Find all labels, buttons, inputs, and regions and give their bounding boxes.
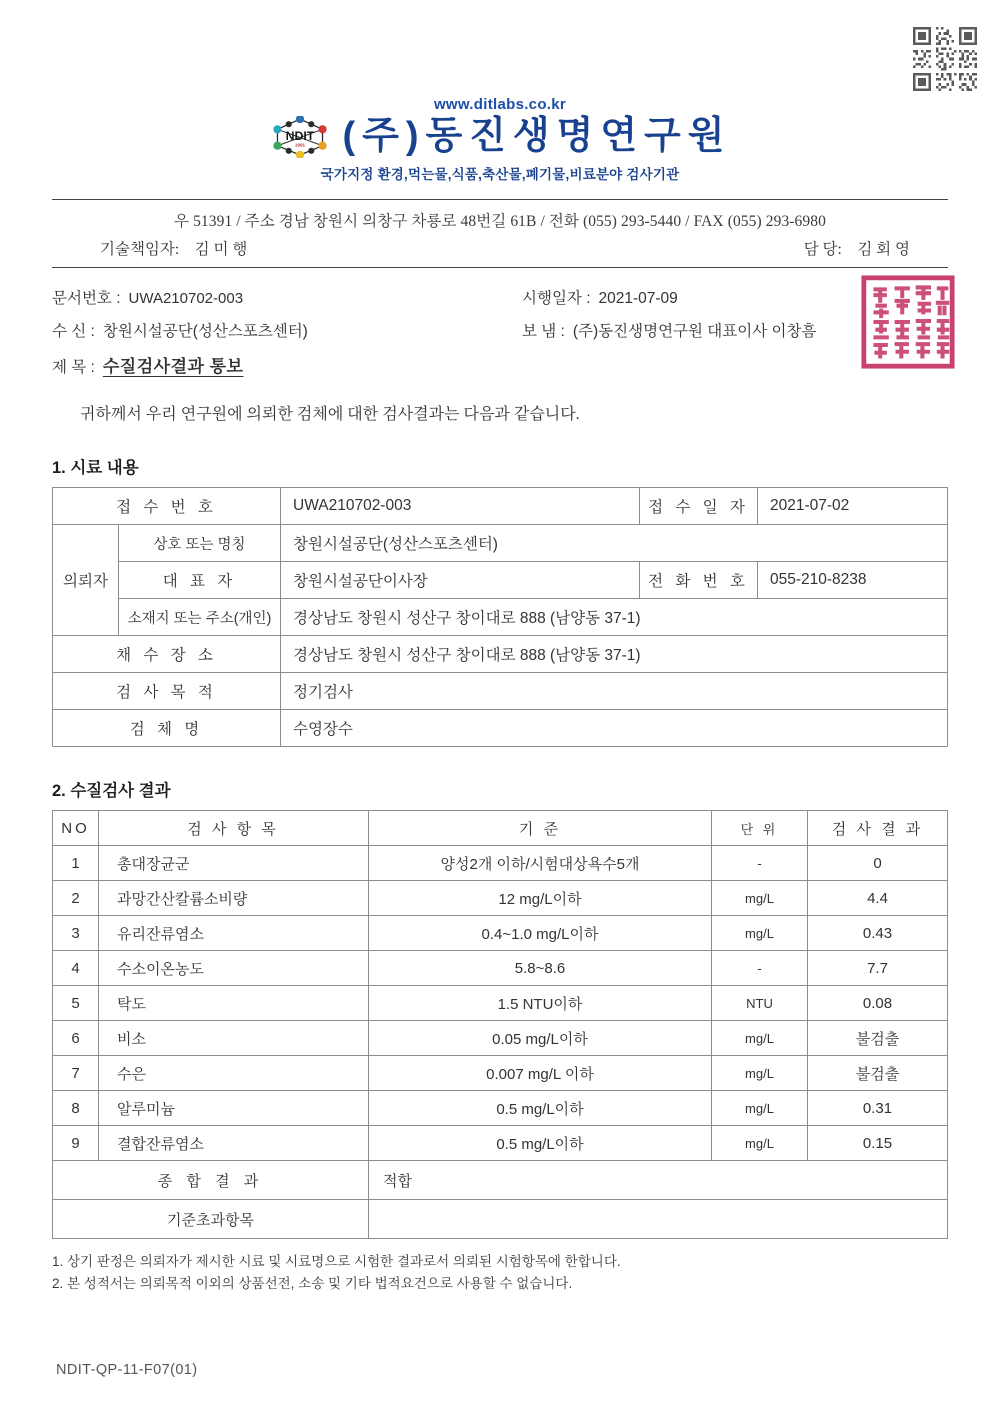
footnote-1: 1. 상기 판정은 의뢰자가 제시한 시료 및 시료명으로 시험한 결과로서 의뢰된 시험항목에 한합니다. (52, 1254, 621, 1269)
logo-text: NDIT (285, 129, 314, 144)
result-value: 0.08 (808, 986, 948, 1021)
result-unit: mg/L (712, 881, 808, 916)
result-no: 3 (53, 916, 99, 951)
result-value: 0.31 (808, 1091, 948, 1126)
result-item: 알루미늄 (99, 1091, 369, 1126)
address-box (52, 199, 948, 268)
purpose-label: 검 사 목 적 (53, 673, 281, 710)
issue-date-value: 2021-07-09 (598, 290, 678, 307)
sampling-place-value: 경상남도 창원시 성산구 창이대로 888 (남양동 37-1) (281, 636, 948, 673)
recipient (52, 319, 522, 341)
result-value: 0.43 (808, 916, 948, 951)
result-item: 총대장균군 (99, 846, 369, 881)
sample-name-label: 검 체 명 (53, 710, 281, 747)
tech-manager (100, 237, 247, 259)
col-item: 검 사 항 목 (99, 811, 369, 846)
result-unit: NTU (712, 986, 808, 1021)
purpose-value: 정기검사 (281, 673, 948, 710)
result-item: 비소 (99, 1021, 369, 1056)
receipt-date-value: 2021-07-02 (758, 488, 948, 525)
result-unit: mg/L (712, 1091, 808, 1126)
table-row (53, 1021, 948, 1056)
result-no: 5 (53, 986, 99, 1021)
result-item: 과망간산칼륨소비량 (99, 881, 369, 916)
table-row (53, 1126, 948, 1161)
result-value: 0 (808, 846, 948, 881)
staff (804, 237, 910, 259)
intro-text: 귀하께서 우리 연구원에 의뢰한 검체에 대한 검사결과는 다음과 같습니다. (80, 406, 580, 423)
result-standard: 0.5 mg/L이하 (369, 1126, 712, 1161)
sampling-place-label: 채 수 장 소 (53, 636, 281, 673)
staff-label: 담 당: (803, 241, 842, 258)
table-row (53, 673, 948, 710)
rep-label: 대 표 자 (119, 562, 281, 599)
table-header-row (53, 811, 948, 846)
exceed-label: 기준초과항목 (53, 1200, 369, 1239)
result-item: 수소이온농도 (99, 951, 369, 986)
result-unit: - (712, 951, 808, 986)
table-row (53, 986, 948, 1021)
table-row (53, 525, 948, 562)
brand-row (0, 116, 1000, 158)
result-unit: mg/L (712, 1021, 808, 1056)
staff-name: 김 회 영 (857, 241, 910, 258)
subject-label: 제 목 : (52, 359, 95, 376)
receipt-no-value: UWA210702-003 (281, 488, 640, 525)
overall-result-row (53, 1161, 948, 1200)
doc-no-value: UWA210702-003 (128, 290, 244, 307)
issue-date (522, 286, 678, 308)
result-value: 불검출 (808, 1056, 948, 1091)
table-row (53, 636, 948, 673)
document-meta (52, 286, 948, 377)
table-row (53, 916, 948, 951)
col-result: 검 사 결 과 (808, 811, 948, 846)
subject-value: 수질검사결과 통보 (102, 357, 244, 376)
exceed-value (369, 1200, 948, 1239)
qr-code-icon (908, 22, 982, 96)
water-quality-results-table (52, 810, 948, 1239)
result-standard: 양성2개 이하/시험대상욕수5개 (369, 846, 712, 881)
result-standard: 0.4~1.0 mg/L이하 (369, 916, 712, 951)
phone-label: 전 화 번 호 (640, 562, 758, 599)
result-unit: mg/L (712, 916, 808, 951)
footnotes (52, 1251, 948, 1296)
official-seal-icon (860, 274, 956, 370)
recipient-label: 수 신 : (52, 323, 95, 340)
sender-label: 보 냄 : (522, 323, 565, 340)
result-value: 0.15 (808, 1126, 948, 1161)
table-row (53, 881, 948, 916)
overall-label: 종 합 결 과 (53, 1161, 369, 1200)
client-label: 의뢰자 (53, 525, 119, 636)
ndit-logo-icon (269, 116, 331, 158)
sample-info-table (52, 487, 948, 747)
company-value: 창원시설공단(성산스포츠센터) (281, 525, 948, 562)
table-row (53, 951, 948, 986)
tech-manager-name: 김 미 행 (194, 241, 248, 258)
table-row (53, 846, 948, 881)
result-no: 2 (53, 881, 99, 916)
phone-value: 055-210-8238 (758, 562, 948, 599)
sample-name-value: 수영장수 (281, 710, 948, 747)
rep-value: 창원시설공단이사장 (281, 562, 640, 599)
result-value: 불검출 (808, 1021, 948, 1056)
address-line: 우 51391 / 주소 경남 창원시 의창구 차룡로 48번길 61B / 전화 (055) 293-5440 / FAX (055) 293-6980 (174, 213, 826, 230)
table-row (53, 488, 948, 525)
result-no: 8 (53, 1091, 99, 1126)
table-row (53, 599, 948, 636)
result-no: 6 (53, 1021, 99, 1056)
result-value: 4.4 (808, 881, 948, 916)
result-item: 유리잔류염소 (99, 916, 369, 951)
table-row (53, 1091, 948, 1126)
recipient-value: 창원시설공단(성산스포츠센터) (102, 323, 308, 340)
result-standard: 0.007 mg/L 이하 (369, 1056, 712, 1091)
result-unit: mg/L (712, 1056, 808, 1091)
col-standard: 기 준 (369, 811, 712, 846)
table-row (53, 710, 948, 747)
issue-date-label: 시행일자 : (522, 290, 591, 307)
result-standard: 0.05 mg/L이하 (369, 1021, 712, 1056)
doc-no-label: 문서번호 : (52, 290, 121, 307)
result-item: 탁도 (99, 986, 369, 1021)
tech-manager-label: 기술책임자: (100, 241, 180, 258)
result-unit: mg/L (712, 1126, 808, 1161)
sender (522, 319, 816, 341)
receipt-no-label: 접 수 번 호 (53, 488, 281, 525)
subject (52, 352, 522, 377)
company-label: 상호 또는 명칭 (119, 525, 281, 562)
section1-title: 1. 시료 내용 (52, 459, 139, 477)
sender-value: (주)동진생명연구원 대표이사 이창흠 (572, 323, 817, 340)
footnote-2: 2. 본 성적서는 의뢰목적 이외의 상품선전, 소송 및 기타 법적요건으로 사용할 수 없습니다. (52, 1276, 573, 1292)
website-url: www.ditlabs.co.kr (433, 96, 567, 113)
table-row (53, 1056, 948, 1091)
meta-row-recipient (52, 319, 948, 341)
col-no: NO (53, 811, 99, 846)
receipt-date-label: 접 수 일 자 (640, 488, 758, 525)
meta-row-subject (52, 352, 948, 377)
result-item: 결합잔류염소 (99, 1126, 369, 1161)
result-standard: 0.5 mg/L이하 (369, 1091, 712, 1126)
result-value: 7.7 (808, 951, 948, 986)
result-standard: 12 mg/L이하 (369, 881, 712, 916)
result-item: 수은 (99, 1056, 369, 1091)
address-label: 소재지 또는 주소(개인) (119, 599, 281, 636)
result-no: 1 (53, 846, 99, 881)
col-unit: 단 위 (712, 811, 808, 846)
result-standard: 1.5 NTU이하 (369, 986, 712, 1021)
exceeded-items-row (53, 1200, 948, 1239)
address-value: 경상남도 창원시 성산구 창이대로 888 (남양동 37-1) (281, 599, 948, 636)
section2-title: 2. 수질검사 결과 (52, 782, 171, 800)
result-unit: - (712, 846, 808, 881)
company-name: (주)동진생명연구원 (342, 115, 732, 158)
company-subtitle: 국가지정 환경,먹는물,식품,축산물,폐기물,비료분야 검사기관 (320, 167, 680, 182)
table-row (53, 562, 948, 599)
doc-no (52, 286, 522, 308)
responsible-line (52, 231, 948, 259)
form-code: NDIT-QP-11-F07(01) (56, 1362, 198, 1378)
result-no: 7 (53, 1056, 99, 1091)
result-no: 9 (53, 1126, 99, 1161)
logo-year: 1991 (294, 142, 305, 148)
result-no: 4 (53, 951, 99, 986)
result-standard: 5.8~8.6 (369, 951, 712, 986)
overall-value: 적합 (369, 1161, 948, 1200)
meta-row-docno (52, 286, 948, 308)
letterhead (0, 0, 1000, 183)
